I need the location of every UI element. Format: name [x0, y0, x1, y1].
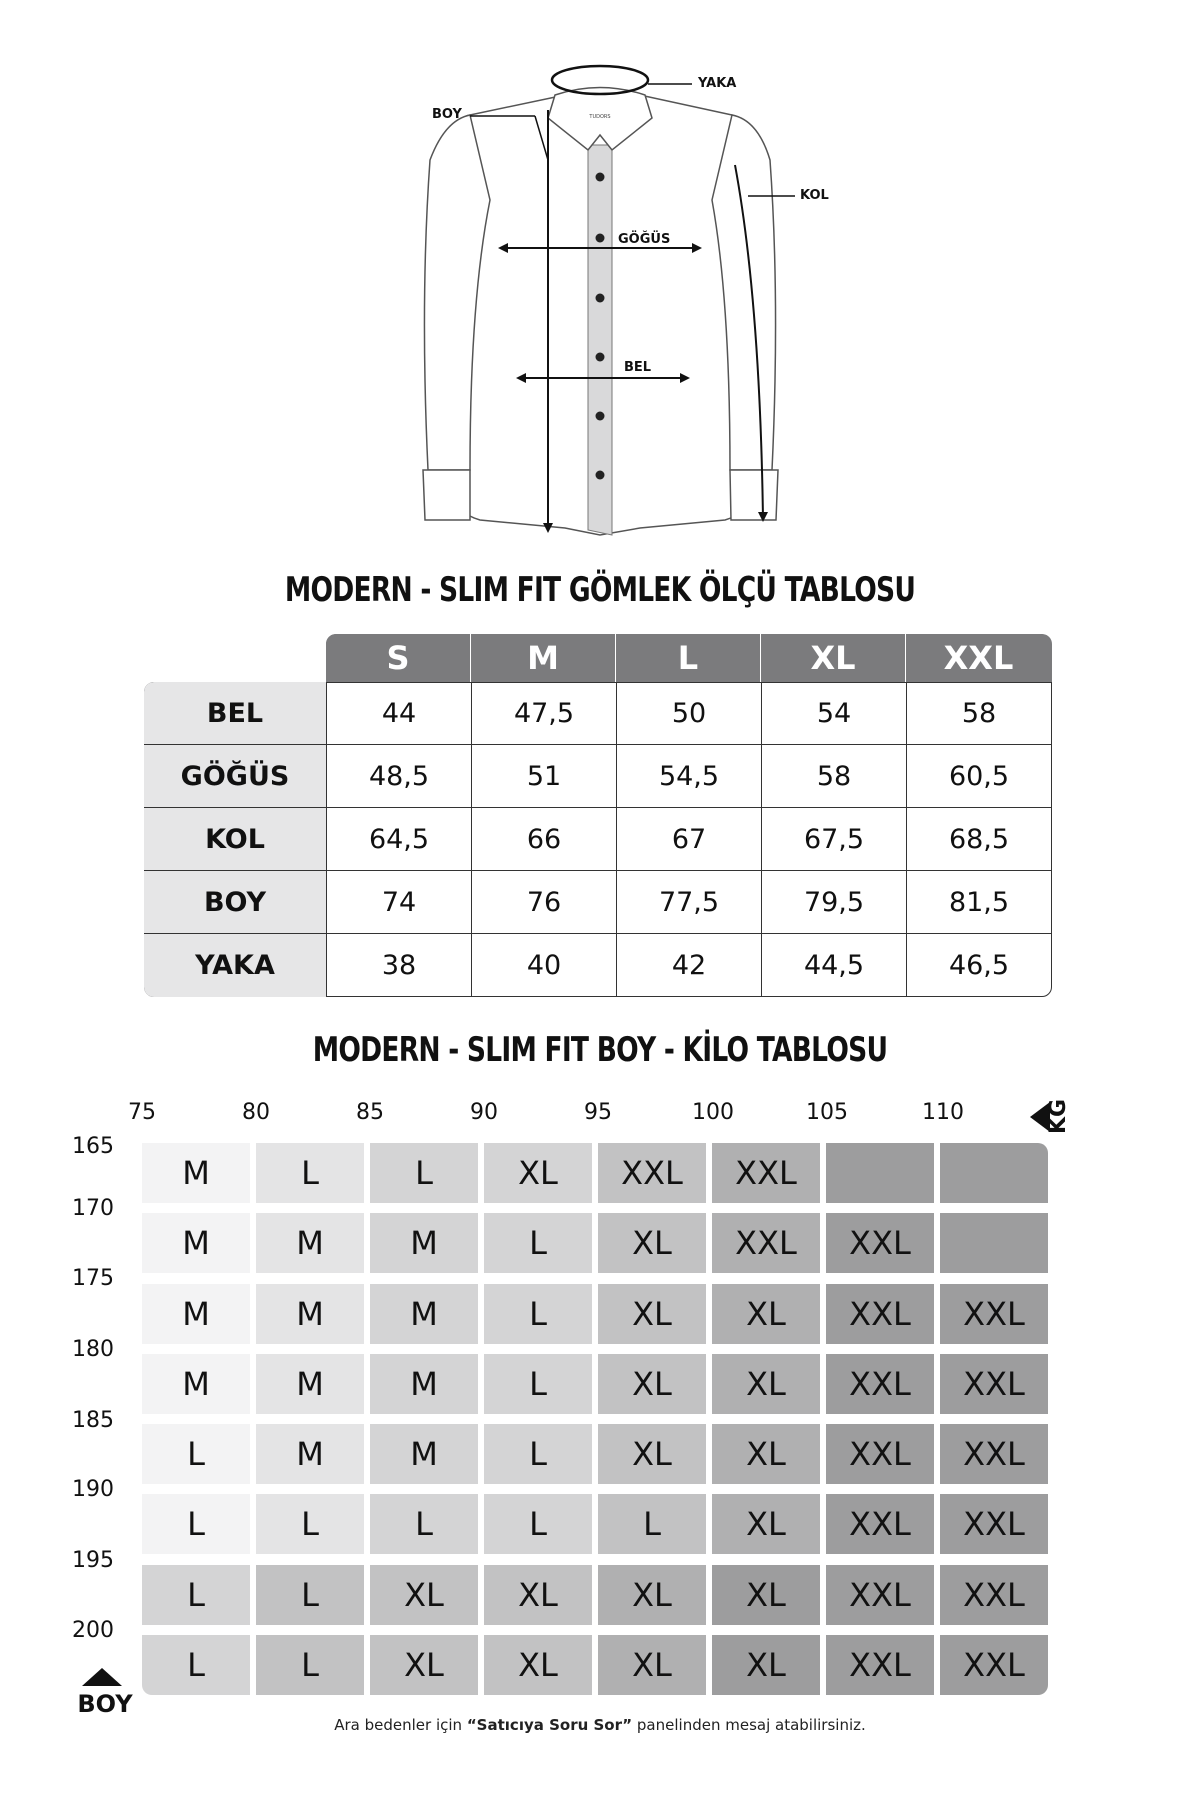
grid-cell: M [370, 1424, 478, 1484]
table-cell: 67,5 [761, 808, 906, 871]
size-header-l: L [616, 634, 761, 682]
row-label-gogus: GÖĞÜS [144, 745, 326, 808]
grid-cell: L [256, 1635, 364, 1695]
table-cell: 81,5 [906, 871, 1051, 934]
boy-label: BOY [432, 107, 462, 122]
grid-cell: M [256, 1424, 364, 1484]
size-header-xxl: XXL [906, 634, 1051, 682]
grid-cell: XL [370, 1565, 478, 1625]
table-cell: 48,5 [326, 745, 471, 808]
grid-cell: XXL [826, 1494, 934, 1554]
grid-cell: L [142, 1635, 250, 1695]
grid-cell: XL [712, 1424, 820, 1484]
grid-cell: L [484, 1213, 592, 1273]
grid-cell: XL [598, 1354, 706, 1414]
grid-cell: M [142, 1354, 250, 1414]
table-cell: 67 [616, 808, 761, 871]
grid-cell: XXL [712, 1143, 820, 1203]
table-cell: 46,5 [906, 934, 1051, 997]
grid-cell: XL [712, 1284, 820, 1344]
boy-tick: 170 [72, 1196, 114, 1221]
grid-cell: L [142, 1494, 250, 1554]
grid-cell: XL [598, 1565, 706, 1625]
row-label-boy: BOY [144, 871, 326, 934]
grid-cell: L [484, 1284, 592, 1344]
grid-cell: XL [370, 1635, 478, 1695]
table-cell: 47,5 [471, 682, 616, 745]
table-cell: 60,5 [906, 745, 1051, 808]
table-cell: 58 [906, 682, 1051, 745]
table-cell: 66 [471, 808, 616, 871]
grid-cell: M [370, 1284, 478, 1344]
table-cell: 51 [471, 745, 616, 808]
boy-axis-label: BOY [77, 1690, 133, 1718]
grid-cell: XL [712, 1354, 820, 1414]
grid-cell: XL [598, 1424, 706, 1484]
brand-tag: TUDORS [589, 114, 611, 120]
table-cell: 44 [326, 682, 471, 745]
grid-cell: XXL [826, 1635, 934, 1695]
boy-tick: 200 [72, 1618, 114, 1643]
grid-cell: L [142, 1565, 250, 1625]
grid-cell: L [484, 1424, 592, 1484]
table-cell: 50 [616, 682, 761, 745]
grid-cell: XL [484, 1143, 592, 1203]
grid-cell: L [256, 1565, 364, 1625]
grid-cell: XXL [940, 1565, 1048, 1625]
kg-tick: 75 [128, 1100, 156, 1125]
table-cell: 74 [326, 871, 471, 934]
grid-cell: XXL [712, 1213, 820, 1273]
grid-cell: L [598, 1494, 706, 1554]
grid-cell: XL [712, 1494, 820, 1554]
kg-tick: 90 [470, 1100, 498, 1125]
grid-cell: XXL [826, 1354, 934, 1414]
grid-cell: XL [484, 1635, 592, 1695]
grid-cell: L [256, 1494, 364, 1554]
table-cell: 77,5 [616, 871, 761, 934]
grid-cell: L [256, 1143, 364, 1203]
grid-cell: XL [598, 1213, 706, 1273]
grid-cell: XXL [940, 1635, 1048, 1695]
kg-tick: 80 [242, 1100, 270, 1125]
grid-cell [940, 1143, 1048, 1203]
kol-label: KOL [800, 188, 829, 203]
kg-tick: 95 [584, 1100, 612, 1125]
footnote-after: panelinden mesaj atabilirsiniz. [632, 1716, 866, 1734]
footnote-link-text: “Satıcıya Soru Sor” [466, 1716, 633, 1734]
grid-cell: XXL [940, 1424, 1048, 1484]
table-cell: 79,5 [761, 871, 906, 934]
grid-cell: M [370, 1213, 478, 1273]
kg-tick: 105 [806, 1100, 848, 1125]
grid-cell: M [142, 1284, 250, 1344]
kg-axis-label: KG [1046, 1098, 1071, 1134]
grid-cell: XXL [826, 1424, 934, 1484]
grid-cell: XXL [826, 1565, 934, 1625]
table-cell: 40 [471, 934, 616, 997]
grid-cell: XXL [940, 1284, 1048, 1344]
grid-cell [940, 1213, 1048, 1273]
grid-cell: M [142, 1213, 250, 1273]
boy-tick: 195 [72, 1548, 114, 1573]
table-cell: 68,5 [906, 808, 1051, 871]
grid-cell: L [484, 1494, 592, 1554]
row-label-yaka: YAKA [144, 934, 326, 997]
grid-cell: M [256, 1284, 364, 1344]
footnote [0, 1716, 1200, 1734]
grid-cell [826, 1143, 934, 1203]
grid-cell: XXL [940, 1494, 1048, 1554]
bel-label: BEL [624, 360, 652, 375]
boy-tick: 165 [72, 1134, 114, 1159]
size-header-m: M [471, 634, 616, 682]
table-cell: 42 [616, 934, 761, 997]
grid-cell: M [256, 1354, 364, 1414]
kg-tick: 100 [692, 1100, 734, 1125]
table-cell: 64,5 [326, 808, 471, 871]
grid-cell: L [484, 1354, 592, 1414]
grid-cell: XXL [598, 1143, 706, 1203]
table-cell: 54,5 [616, 745, 761, 808]
table-cell: 44,5 [761, 934, 906, 997]
gogus-label: GÖĞÜS [618, 232, 671, 247]
boy-tick: 185 [72, 1408, 114, 1433]
table-cell: 38 [326, 934, 471, 997]
kg-tick: 110 [922, 1100, 964, 1125]
size-table-title: MODERN - SLIM FIT GÖMLEK ÖLÇÜ TABLOSU [284, 570, 916, 610]
yaka-label: YAKA [698, 76, 737, 91]
grid-cell: XXL [826, 1284, 934, 1344]
grid-cell: L [142, 1424, 250, 1484]
grid-cell: L [370, 1143, 478, 1203]
boy-tick: 180 [72, 1337, 114, 1362]
grid-cell: XL [598, 1635, 706, 1695]
boy-tick: 175 [72, 1266, 114, 1291]
grid-cell: M [256, 1213, 364, 1273]
grid-cell: XXL [826, 1213, 934, 1273]
row-label-kol: KOL [144, 808, 326, 871]
table-cell: 54 [761, 682, 906, 745]
grid-cell: L [370, 1494, 478, 1554]
grid-cell: XL [598, 1284, 706, 1344]
grid-cell: M [142, 1143, 250, 1203]
boy-kilo-title: MODERN - SLIM FIT BOY - KİLO TABLOSU [312, 1030, 888, 1070]
size-header-xl: XL [761, 634, 906, 682]
grid-cell: XXL [940, 1354, 1048, 1414]
size-header-s: S [326, 634, 471, 682]
grid-cell: XL [712, 1565, 820, 1625]
boy-tick: 190 [72, 1477, 114, 1502]
grid-cell: XL [484, 1565, 592, 1625]
footnote-before: Ara bedenler için [334, 1716, 467, 1734]
table-cell: 58 [761, 745, 906, 808]
row-label-bel: BEL [144, 682, 326, 745]
table-cell: 76 [471, 871, 616, 934]
grid-cell: M [370, 1354, 478, 1414]
kg-tick: 85 [356, 1100, 384, 1125]
grid-cell: XL [712, 1635, 820, 1695]
